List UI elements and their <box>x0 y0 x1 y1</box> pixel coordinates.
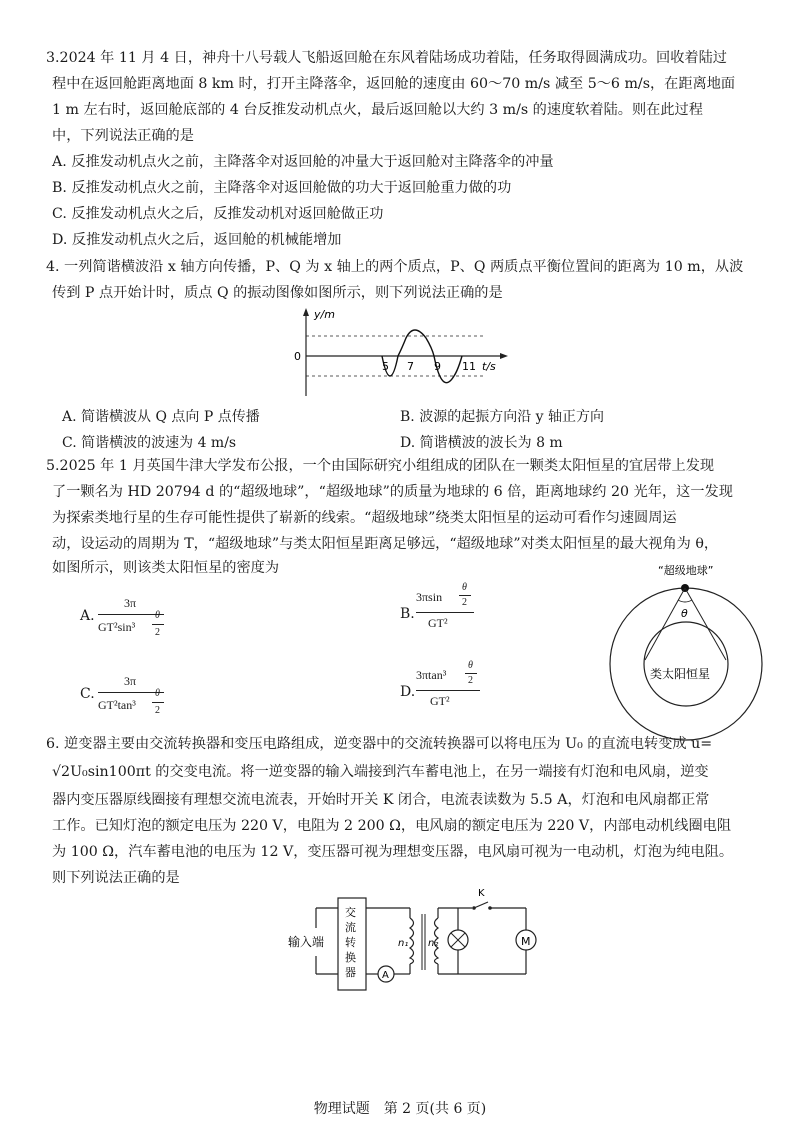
q5-c-two: 2 <box>155 705 160 716</box>
q4-graph-ylabel: y/m <box>314 308 335 321</box>
q5-d-half-bar <box>465 673 477 674</box>
q5-c-theta: θ <box>155 688 160 699</box>
q3-option-b: B. 反推发动机点火之前，主降落伞对返回舱做的功大于返回舱重力做的功 <box>52 180 512 196</box>
q6-circuit-diagram <box>282 884 552 1000</box>
q5-d-two: 2 <box>468 675 473 686</box>
q5-line-3: 为探索类地行星的生存可能性提供了崭新的线索。“超级地球”绕类太阳恒星的运动可看作匀速圆周运 <box>52 510 677 526</box>
q6-n1-label: n₁ <box>398 938 409 949</box>
q5-option-b-fraction <box>416 584 506 644</box>
q3-option-d: D. 反推发动机点火之后，返回舱的机械能增加 <box>52 232 342 248</box>
q6-line-6: 则下列说法正确的是 <box>52 870 180 886</box>
q4-graph-tick-11: 11 <box>462 360 476 373</box>
q6-line-4: 工作。已知灯泡的额定电压为 220 V，电阻为 2 200 Ω，电风扇的额定电压为 220 V，内部电动机线圈电阻 <box>52 818 732 834</box>
q6-motor-label: M <box>521 935 531 948</box>
q5-line-4: 动，设运动的周期为 T，“超级地球”与类太阳恒星距离足够远，“超级地球”对类太阳恒星的最大视角为 θ， <box>52 536 719 552</box>
q6-line-2: √2U₀sin100πt 的交变电流。将一逆变器的输入端接到汽车蓄电池上，在另一端接有灯泡和电风扇，逆变 <box>52 764 709 780</box>
q4-graph-origin: 0 <box>294 350 301 363</box>
q5-option-b-letter: B. <box>400 606 415 622</box>
q5-option-d-fraction <box>416 662 506 722</box>
q5-c-half-bar <box>152 702 164 703</box>
q5-option-a-fraction <box>98 596 178 656</box>
q5-c-denominator: GT²tan³ <box>98 698 136 712</box>
q5-d-denominator: GT² <box>430 694 450 708</box>
q5-a-half-bar <box>152 624 164 625</box>
q4-graph-tick-7: 7 <box>407 360 414 373</box>
q3-line-1: 3.2024 年 11 月 4 日，神舟十八号载人飞船返回舱在东风着陆场成功着陆，任务取得圆满成功。回收着陆过 <box>46 50 727 66</box>
q5-a-denominator: GT²sin³ <box>98 620 136 634</box>
q5-option-a-letter: A. <box>80 608 95 624</box>
q5-a-numerator: 3π <box>124 596 137 610</box>
q5-b-two: 2 <box>462 597 467 608</box>
q4-vibration-graph <box>282 304 512 398</box>
q6-line-1: 6. 逆变器主要由交流转换器和变压电路组成，逆变器中的交流转换器可以将电压为 U₀ 的直流电转变成 u= <box>46 736 713 752</box>
q4-option-c: C. 简谐横波的波速为 4 m/s <box>62 435 237 451</box>
q3-option-a: A. 反推发动机点火之前，主降落伞对返回舱的冲量大于返回舱对主降落伞的冲量 <box>52 154 554 170</box>
q4-graph-tick-9: 9 <box>434 360 441 373</box>
q6-line-5: 为 100 Ω，汽车蓄电池的电压为 12 V，变压器可视为理想变压器，电风扇可视为一电动机，灯泡为纯电阻。 <box>52 844 734 860</box>
q3-option-c: C. 反推发动机点火之后，反推发动机对返回舱做正功 <box>52 206 384 222</box>
q3-line-2: 程中在返回舱距离地面 8 km 时，打开主降落伞，返回舱的速度由 60～70 m/s 减至 5～6 m/s，在距离地面 <box>52 76 736 92</box>
q4-line-1: 4. 一列简谐横波沿 x 轴方向传播，P、Q 为 x 轴上的两个质点，P、Q 两质点平衡位置间的距离为 10 m，从波 <box>46 259 744 275</box>
q5-figure-star-label: 类太阳恒星 <box>650 667 711 681</box>
q5-c-numerator: 3π <box>124 674 137 688</box>
q5-figure-theta: θ <box>681 607 688 620</box>
q5-a-theta: θ <box>155 610 160 621</box>
q4-option-b: B. 波源的起振方向沿 y 轴正方向 <box>400 409 604 425</box>
q5-d-fraction-bar <box>416 690 480 691</box>
q5-orbit-figure <box>592 560 782 744</box>
q3-line-3: 1 m 左右时，返回舱底部的 4 台反推发动机点火，最后返回舱以大约 3 m/s 的速度软着陆。则在此过程 <box>52 102 703 118</box>
q5-line-1: 5.2025 年 1 月英国牛津大学发布公报，一个由国际研究小组组成的团队在一颗类太阳恒星的宜居带上发现 <box>46 458 715 474</box>
q5-line-2: 了一颗名为 HD 20794 d 的“超级地球”，“超级地球”的质量为地球的 6 倍，距离地球约 20 光年，这一发现 <box>52 484 733 500</box>
q4-option-a: A. 简谐横波从 Q 点向 P 点传播 <box>62 409 260 425</box>
q6-converter-char-5: 器 <box>345 966 356 979</box>
q6-ammeter-label: A <box>382 970 389 981</box>
q5-b-numerator: 3πsin <box>416 590 443 604</box>
q4-graph-xlabel: t/s <box>482 360 496 373</box>
q6-n2-label: n₂ <box>428 938 439 949</box>
q5-option-d-letter: D. <box>400 684 416 700</box>
q6-converter-char-3: 转 <box>345 936 356 949</box>
q5-b-fraction-bar <box>416 612 474 613</box>
q6-converter-char-1: 交 <box>345 906 356 919</box>
q6-input-label: 输入端 <box>288 935 325 949</box>
q6-converter-char-4: 换 <box>345 951 356 964</box>
q4-option-d: D. 简谐横波的波长为 8 m <box>400 435 563 451</box>
q4-graph-tick-5: 5 <box>382 360 389 373</box>
q5-b-half-bar <box>459 595 471 596</box>
q5-d-numerator: 3πtan³ <box>416 668 447 682</box>
q5-d-theta: θ <box>468 660 473 671</box>
q6-switch-label: K <box>478 888 485 899</box>
q6-line-3: 器内变压器原线圈接有理想交流电流表，开始时开关 K 闭合，电流表读数为 5.5 A，灯泡和电风扇都正常 <box>52 792 710 808</box>
q5-line-5: 如图所示，则该类太阳恒星的密度为 <box>52 560 280 576</box>
q5-figure-planet-label: “超级地球” <box>658 564 714 577</box>
q5-b-denominator: GT² <box>428 616 448 630</box>
q4-line-2: 传到 P 点开始计时，质点 Q 的振动图像如图所示，则下列说法正确的是 <box>52 285 503 301</box>
q5-a-two: 2 <box>155 627 160 638</box>
q5-b-theta: θ <box>462 582 467 593</box>
q5-option-c-fraction <box>98 674 178 734</box>
q5-option-c-letter: C. <box>80 686 95 702</box>
q6-converter-char-2: 流 <box>345 921 356 934</box>
q3-line-4: 中，下列说法正确的是 <box>52 128 194 144</box>
page-footer: 物理试题 第 2 页(共 6 页) <box>313 1101 487 1117</box>
